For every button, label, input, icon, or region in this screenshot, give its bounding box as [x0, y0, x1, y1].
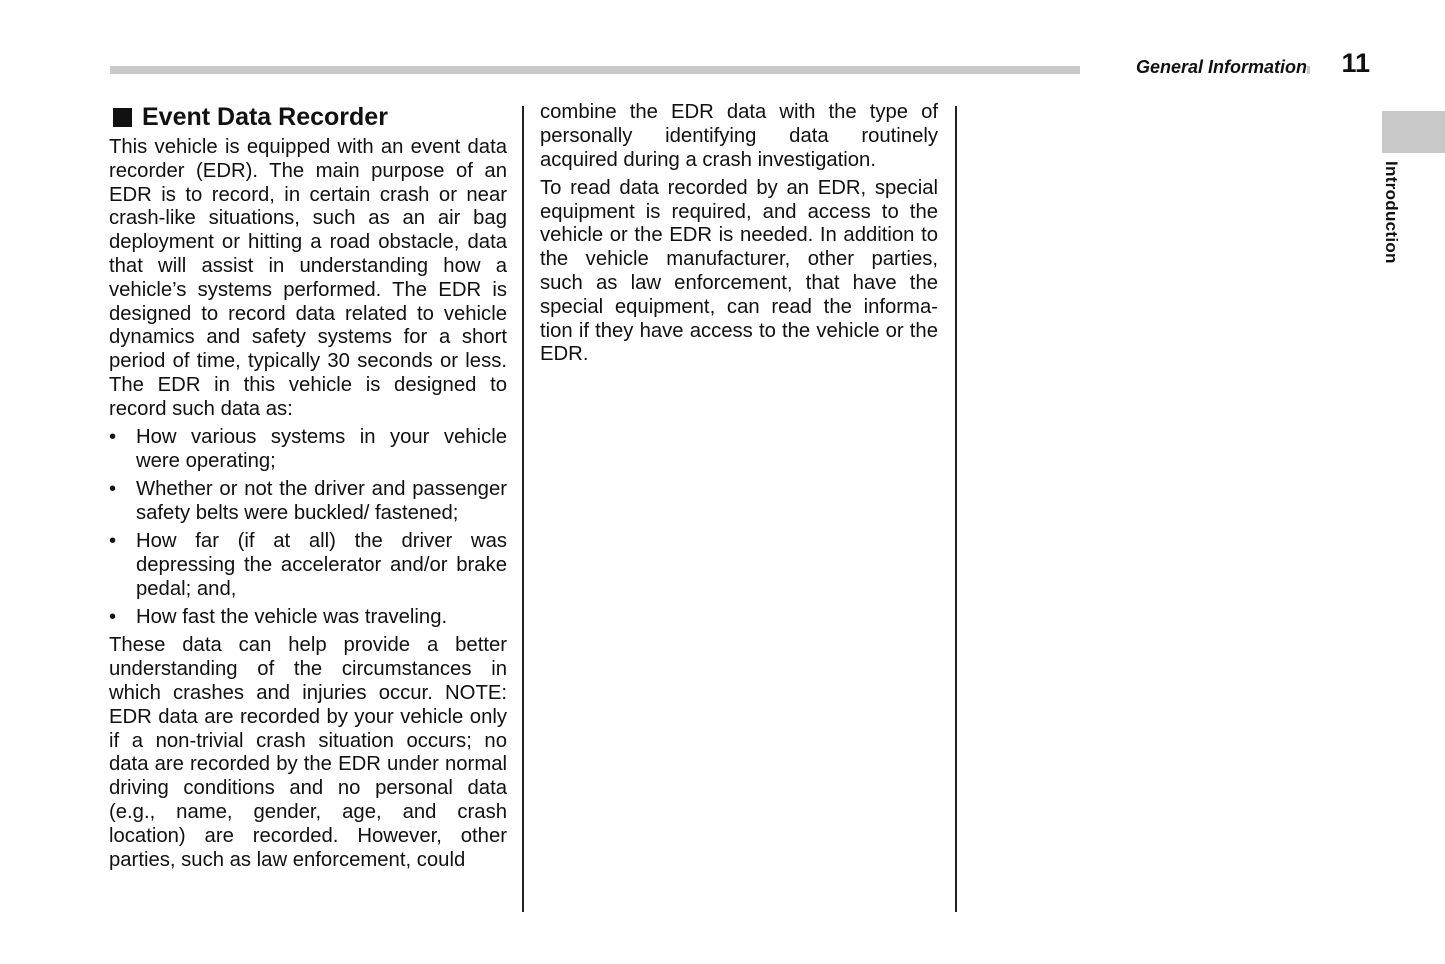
- list-item-text: How various systems in your vehicle were operating;: [136, 426, 507, 472]
- closing-paragraph-part2: combine the EDR data with the type of personally identifying data routinely acquired during a crash investigation.: [540, 101, 938, 171]
- list-item-text: How far (if at all) the driver was depressing the accelerator and/or brake pedal; and,: [136, 530, 507, 600]
- side-tab-label: Introduction: [1382, 161, 1401, 264]
- bullet-icon: •: [109, 478, 117, 501]
- column-right: [540, 101, 938, 372]
- bullet-icon: •: [109, 530, 117, 553]
- edr-access-paragraph: To read data recorded by an EDR, special equipment is required, and access to the vehicle or the EDR is needed. In addition to the vehicle manufacturer, other parties, such as law enforcement, that have the special equipment, can read the informa- tion if they have access to the vehicle or the EDR.: [540, 176, 938, 366]
- list-item-text: Whether or not the driver and passenger safety belts were buckled/ fastened;: [136, 478, 507, 524]
- column-divider-left: [522, 106, 524, 912]
- running-header-section: General Information: [1080, 57, 1307, 78]
- list-item: [109, 478, 507, 526]
- list-item: [109, 530, 507, 601]
- list-item: [109, 426, 507, 474]
- list-item-text: How fast the vehicle was traveling.: [136, 606, 448, 629]
- side-tab-marker: [1382, 111, 1445, 153]
- section-heading: [109, 100, 507, 134]
- bullet-icon: •: [109, 606, 117, 629]
- intro-paragraph: This vehicle is equipped with an event data recorder (EDR). The main purpose of an EDR is to record, in certain crash or near crash-like situations, such as an air bag deployment or hitting a road obstacle, data that will assist in understanding how a vehicle’s systems performed. The EDR is designed to record data related to vehicle dynamics and safety systems for a short period of time, typically 30 seconds or less. The EDR in this vehicle is designed to record such data as:: [109, 136, 507, 420]
- closing-paragraph-part1: These data can help provide a better understanding of the circumstances in which crashes and injuries occur. NOTE: EDR data are recorded by your vehicle only if a non-trivial crash situation occurs; no data are recorded by the EDR under normal driving conditions and no personal data (e.g., name, gender, age, and crash location) are recorded. However, other parties, such as law enforcement, could: [109, 634, 507, 871]
- column-left: [109, 100, 507, 877]
- black-square-icon: [113, 108, 132, 127]
- page-number: 11: [1310, 48, 1370, 79]
- column-divider-right: [955, 106, 957, 912]
- list-item: [109, 606, 507, 630]
- bullet-icon: •: [109, 426, 117, 449]
- section-title: Event Data Recorder: [142, 103, 388, 131]
